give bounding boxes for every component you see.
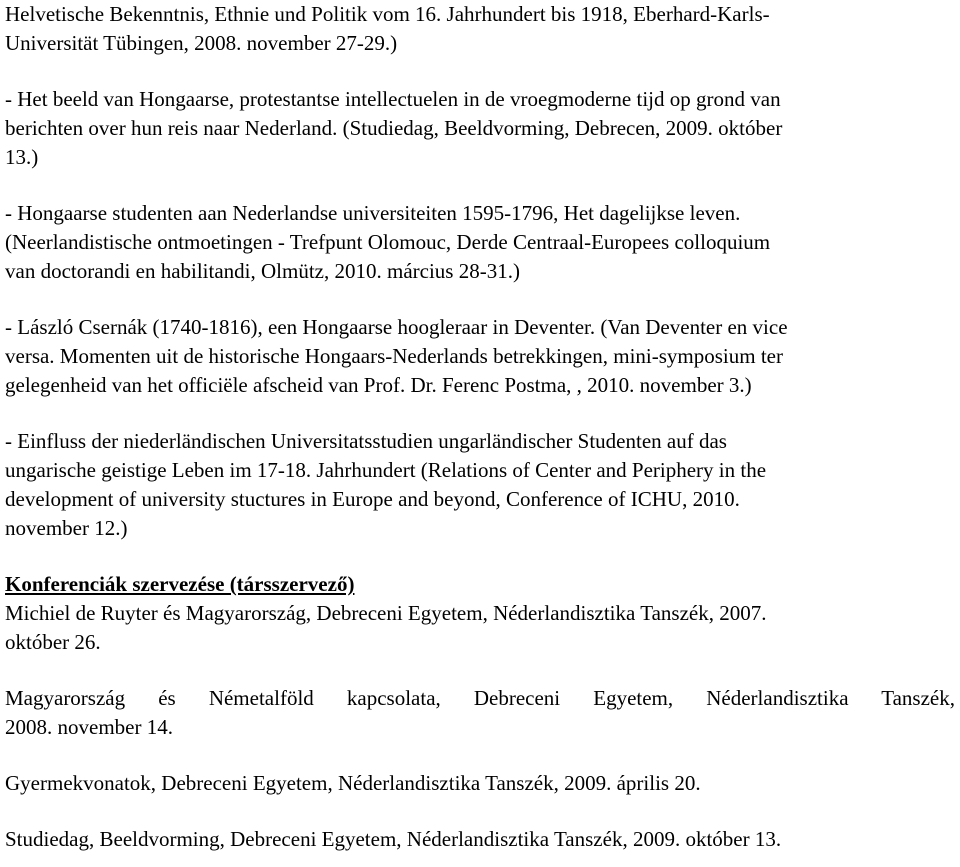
text-line: Gyermekvonatok, Debreceni Egyetem, Néderlandisztika Tanszék, 2009. április 20. [5, 771, 701, 795]
text-line: berichten over hun reis naar Nederland. (Studiedag, Beeldvorming, Debrecen, 2009. október [5, 116, 783, 140]
conference-entry [5, 825, 955, 854]
text-line: 13.) [5, 145, 39, 169]
text-line: Michiel de Ruyter és Magyarország, Debreceni Egyetem, Néderlandisztika Tanszék, 2007. [5, 601, 767, 625]
text-line: van doctorandi en habilitandi, Olmütz, 2010. március 28-31.) [5, 259, 520, 283]
text-line: Magyarország és Németalföld kapcsolata, Debreceni Egyetem, Néderlandisztika Tanszék, [5, 686, 955, 710]
text-line: versa. Momenten uit de historische Hongaars-Nederlands betrekkingen, mini-symposium ter [5, 344, 783, 368]
section-organized-conferences [5, 570, 955, 854]
text-line: ungarische geistige Leben im 17-18. Jahrhundert (Relations of Center and Periphery in the [5, 458, 767, 482]
text-line: (Neerlandistische ontmoetingen - Trefpunt Olomouc, Derde Centraal-Europees colloquium [5, 230, 771, 254]
document-page [5, 0, 955, 854]
lecture-entry [5, 199, 955, 286]
text-line: gelegenheid van het officiële afscheid van Prof. Dr. Ferenc Postma, , 2010. november 3.) [5, 373, 752, 397]
conference-entry [5, 769, 955, 798]
text-line: - Einfluss der niederländischen Universitatsstudien ungarländischer Studenten auf das [5, 429, 727, 453]
conference-entry [5, 684, 955, 742]
text-line: Studiedag, Beeldvorming, Debreceni Egyetem, Néderlandisztika Tanszék, 2009. október 13. [5, 827, 782, 851]
lecture-entry [5, 85, 955, 172]
text-line: - László Csernák (1740-1816), een Hongaarse hoogleraar in Deventer. (Van Deventer en vice [5, 315, 788, 339]
carryover-entry [5, 0, 955, 58]
text-line: 2008. november 14. [5, 715, 173, 739]
lecture-entry [5, 427, 955, 543]
text-line: development of university stuctures in Europe and beyond, Conference of ICHU, 2010. [5, 487, 740, 511]
text-line: - Hongaarse studenten aan Nederlandse universiteiten 1595-1796, Het dagelijkse leven. [5, 201, 741, 225]
conference-entry [5, 599, 955, 657]
text-line: Universität Tübingen, 2008. november 27-29.) [5, 31, 398, 55]
text-line: október 26. [5, 630, 101, 654]
text-line: november 12.) [5, 516, 128, 540]
lecture-entry [5, 313, 955, 400]
text-line: Helvetische Bekenntnis, Ethnie und Politik vom 16. Jahrhundert bis 1918, Eberhard-Karls- [5, 2, 770, 26]
section-heading: Konferenciák szervezése (társszervező) [5, 572, 355, 596]
text-line: - Het beeld van Hongaarse, protestantse intellectuelen in de vroegmoderne tijd op grond van [5, 87, 781, 111]
